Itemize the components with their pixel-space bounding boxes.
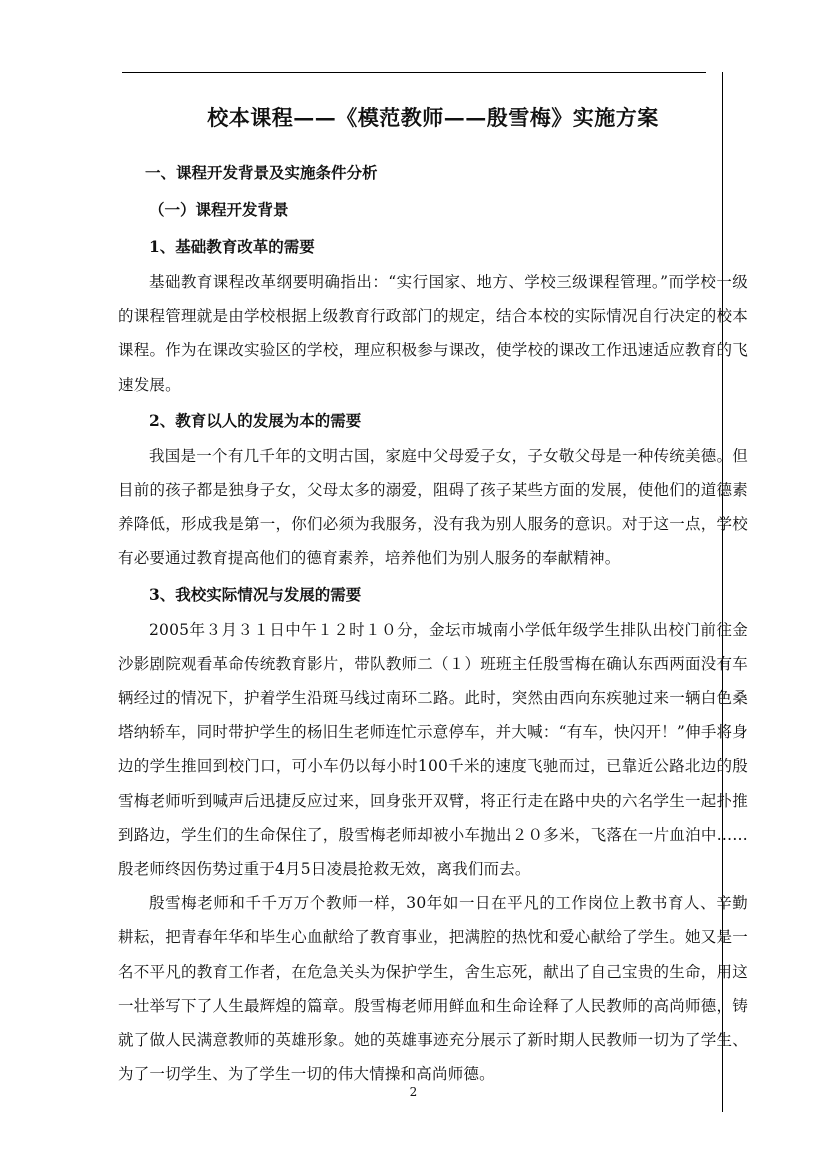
- paragraph-4: 殷雪梅老师和千千万万个教师一样，30年如一日在平凡的工作岗位上教书育人、辛勤耕耘，把青春年华和毕生心血献给了教育事业，把满腔的热忱和爱心献给了学生。她又是一名不平凡的教育工作者，在危急关头为保护学生，舍生忘死，献出了自己宝贵的生命，用这一壮举写下了人生最辉煌的篇章。殷雪梅老师用鲜血和生命诠释了人民教师的高尚师德，铸就了做人民满意教师的英雄形象。她的英雄事迹充分展示了新时期人民教师一切为了学生、为了一切学生、为了学生一切的伟大情操和高尚师德。: [118, 894, 748, 1084]
- item-heading-2: 2、教育以人的发展为本的需要: [149, 410, 362, 430]
- page-number: 2: [409, 1085, 418, 1099]
- item-heading-3: 3、我校实际情况与发展的需要: [149, 584, 362, 604]
- item-heading-1: 1、基础教育改革的需要: [149, 237, 315, 256]
- section-heading: 一、课程开发背景及实施条件分析: [145, 163, 378, 182]
- page-content: [118, 100, 748, 1091]
- paragraph-1: 基础教育课程改革纲要明确指出：“实行国家、地方、学校三级课程管理。”而学校一级的课程管理就是由学校根据上级教育行政部门的规定，结合本校的实际情况自行决定的校本课程。作为在课改实验区的学校，理应积极参与课改，使学校的课改工作迅速适应教育的飞速发展。: [118, 273, 748, 394]
- paragraph-3: 2005年３月３１日中午１２时１０分，金坛市城南小学低年级学生排队出校门前往金沙影剧院观看革命传统教育影片，带队教师二（１）班班主任殷雪梅在确认东西两面没有车辆经过的情况下，护着学生沿斑马线过南环二路。此时，突然由西向东疾驰过来一辆白色桑塔纳轿车，同时带护学生的杨旧生老师连忙示意停车，并大喊：“有车，快闪开！”伸手将身边的学生推回到校门口，可小车仍以每小时100千米的速度飞驰而过，已靠近公路北边的殷雪梅老师听到喊声后迅捷反应过来，回身张开双臂，将正行走在路中央的六名学生一起扑推到路边，学生们的生命保住了，殷雪梅老师却被小车抛出２０多米，飞落在一片血泊中……殷老师终因伤势过重于4月5日凌晨抢救无效，离我们而去。: [118, 620, 748, 879]
- subsection-heading: （一）课程开发背景: [149, 200, 289, 219]
- header-rule: [122, 72, 706, 73]
- document-title: 校本课程——《模范教师——殷雪梅》实施方案: [207, 105, 659, 130]
- paragraph-2: 我国是一个有几千年的文明古国，家庭中父母爱子女，子女敬父母是一种传统美德。但目前的孩子都是独身子女，父母太多的溺爱，阻碍了孩子某些方面的发展，使他们的道德素养降低，形成我是第一，你们必须为我服务，没有我为别人服务的意识。对于这一点，学校有必要通过教育提高他们的德育素养，培养他们为别人服务的奉献精神。: [118, 446, 748, 568]
